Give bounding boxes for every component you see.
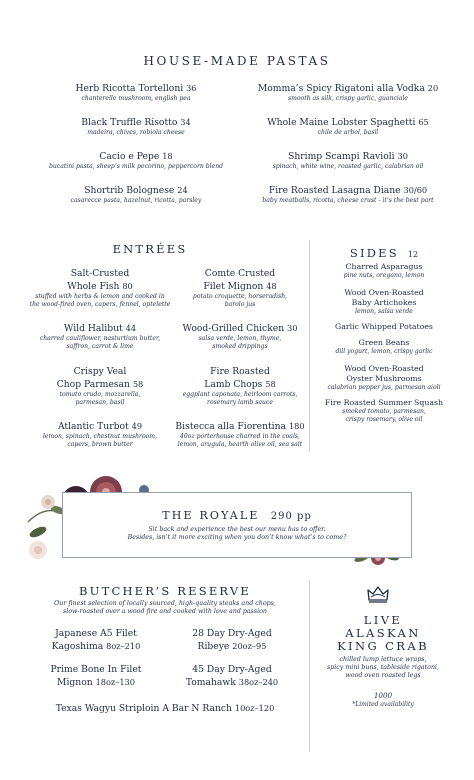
crab-title-line-3: KING CRAB — [337, 639, 429, 653]
side-item: Charred Asparagus pine nuts, oregano, lemon — [343, 262, 425, 279]
butcher-intro-2: slow-roasted over a wood fire and cooked with love and passion — [63, 608, 267, 615]
entree-item: Atlantic Turbot 49 lemon, spinach, chestnut mushroom, capers, brown butter — [42, 421, 158, 448]
crab-note: *Limited availability — [352, 701, 414, 708]
royale-line-2: Besides, isn’t it more exciting when you don’t know what’s to come? — [127, 533, 347, 541]
side-item: Garlic Whipped Potatoes — [335, 322, 433, 331]
pasta-item: Herb Ricotta Tortelloni 36 chanterelle mushroom, english pea — [75, 83, 197, 102]
crab-title-line-2: ALASKAN — [345, 626, 421, 640]
butcher-intro-1: Our finest selection of locally sourced, high-quality steaks and chops, — [54, 600, 276, 607]
steak-item: Japanese A5 Filet Kagoshima 8oz–210 — [51, 628, 141, 652]
steak-item: Prime Bone In Filet Mignon 18oz–130 — [50, 664, 142, 688]
entree-item: Fire Roasted Lamb Chops 58 eggplant caponata, heirloom carrots, rosemary lamb sauce — [182, 366, 298, 406]
column-divider — [309, 580, 310, 752]
pasta-item: Shortrib Bolognese 24 casarecce pasta, hazelnut, ricotta, parsley — [70, 185, 202, 204]
crab-desc: chilled lump lettuce wraps, spicy mini buns, tableside rigatoni, wood oven roasted legs — [326, 656, 440, 679]
pasta-item: Fire Roasted Lasagna Diane 30/60 baby meatballs, ricotta, cheese crust - it’s the best part — [262, 185, 434, 204]
steak-item: Texas Wagyu Striploin A Bar N Ranch 10oz–120 — [55, 703, 275, 714]
royale-line-1: Sit back and experience the best our menu has to offer. — [148, 526, 326, 533]
crown-icon — [366, 584, 390, 604]
entree-item: Comte Crusted Filet Mignon 48 potato croquette, horseradish, barolo jus — [192, 268, 288, 308]
pasta-item: Momma’s Spicy Rigatoni alla Vodka 20 smooth as silk, crispy garlic, guanciale — [257, 83, 439, 102]
side-item: Wood Oven-Roasted Baby Artichokes lemon, salsa verde — [344, 288, 424, 315]
sides-price: 12 — [407, 250, 419, 259]
crab-title — [318, 614, 448, 653]
crab-title-line-1: LIVE — [363, 613, 403, 627]
royale-heading — [63, 504, 411, 523]
entree-item: Wood-Grilled Chicken 30 salsa verde, lemon, thyme, smoked drippings — [182, 323, 298, 350]
butcher-title: BUTCHER’S RESERVE — [79, 584, 251, 598]
entree-item: Crispy Veal Chop Parmesan 58 tomato crudo, mozzarella, parmesan, basil — [56, 366, 144, 406]
entree-item: Wild Halibut 44 charred cauliflower, nasturtium butter, saffron, carrot & lime — [39, 323, 161, 350]
sides-title: SIDES — [349, 246, 399, 260]
pasta-item: Cacio e Pepe 18 bucatini pasta, sheep’s milk pecorino, peppercorn blend — [48, 151, 224, 170]
pasta-item: Black Truffle Risotto 34 madeira, chives, robiola cheese — [81, 117, 191, 136]
sides-header — [314, 242, 454, 261]
crab-price: 1000 — [373, 691, 393, 700]
side-item: Green Beans dill yogurt, lemon, crispy garlic — [335, 338, 433, 355]
royale-title: THE ROYALE — [162, 509, 260, 522]
entree-item: Bistecca alla Fiorentina 180 40oz porterhouse charred in the coals, lemon, arugula, hearth olive oil, sea salt — [175, 421, 305, 448]
entrees-title: ENTRÉES — [112, 242, 188, 256]
royale-box — [62, 492, 412, 558]
side-item: Fire Roasted Summer Squash smoked tomato, parmesan, crispy rosemary, olive oil — [324, 398, 444, 423]
pasta-item: Whole Maine Lobster Spaghetti 65 chile de arbol, basil — [267, 117, 429, 136]
pastas-title: HOUSE-MADE PASTAS — [143, 54, 331, 68]
steak-item: 28 Day Dry-Aged Ribeye 20oz–95 — [192, 628, 272, 652]
pasta-item: Shrimp Scampi Ravioli 30 spinach, white wine, roasted garlic, calabrian oil — [272, 151, 424, 170]
steak-item: 45 Day Dry-Aged Tomahawk 38oz–240 — [185, 664, 279, 688]
entree-item: Salt-Crusted Whole Fish 80 stuffed with herbs & lemon and cooked in the wood-fired oven, capers, fennel, optelette — [29, 268, 171, 308]
royale-price: 290 pp — [270, 511, 312, 522]
side-item: Wood Oven-Roasted Oyster Mushrooms calabrian pepper jus, parmesan aioli — [327, 364, 441, 391]
